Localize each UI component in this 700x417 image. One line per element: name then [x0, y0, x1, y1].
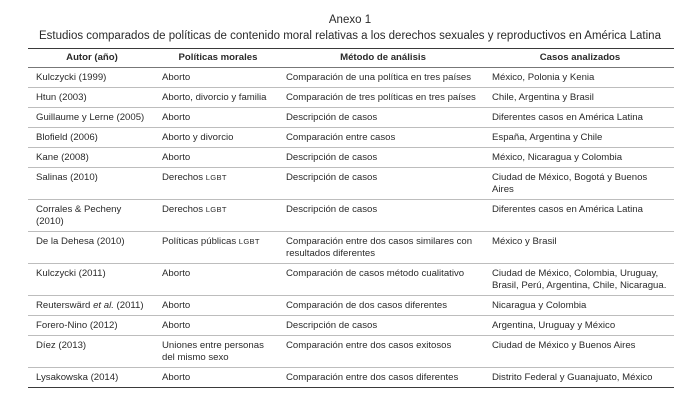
policy-cell: Aborto	[156, 368, 280, 388]
cases-cell: Chile, Argentina y Brasil	[486, 88, 674, 108]
cases-cell: México, Nicaragua y Colombia	[486, 148, 674, 168]
method-cell: Descripción de casos	[280, 148, 486, 168]
header-cases: Casos analizados	[486, 49, 674, 68]
cases-cell: México, Polonia y Kenia	[486, 68, 674, 88]
table-row	[28, 200, 674, 232]
author-cell: Kulczycki (2011)	[28, 264, 156, 296]
table-row	[28, 108, 674, 128]
cases-cell: Argentina, Uruguay y México	[486, 316, 674, 336]
cases-cell: México y Brasil	[486, 232, 674, 264]
author-cell: Blofield (2006)	[28, 128, 156, 148]
author-cell: Corrales & Pecheny (2010)	[28, 200, 156, 232]
policy-tag: LGBT	[205, 173, 227, 182]
header-method: Método de análisis	[280, 49, 486, 68]
method-cell: Descripción de casos	[280, 108, 486, 128]
table-row	[28, 88, 674, 108]
cases-cell: Ciudad de México y Buenos Aires	[486, 336, 674, 368]
policy-cell: Aborto	[156, 296, 280, 316]
method-cell: Descripción de casos	[280, 316, 486, 336]
table-row	[28, 316, 674, 336]
table-row	[28, 128, 674, 148]
policy-cell	[156, 168, 280, 200]
table-row	[28, 168, 674, 200]
author-cell: Salinas (2010)	[28, 168, 156, 200]
policy-cell	[156, 200, 280, 232]
table-row	[28, 368, 674, 388]
policy-text: Políticas públicas	[162, 236, 237, 247]
header-row	[28, 49, 674, 68]
cases-cell: España, Argentina y Chile	[486, 128, 674, 148]
method-cell: Comparación de casos método cualitativo	[280, 264, 486, 296]
author-cell: Guillaume y Lerne (2005)	[28, 108, 156, 128]
policy-cell: Aborto, divorcio y familia	[156, 88, 280, 108]
author-year: (2011)	[116, 300, 144, 311]
author-cell: Lysakowska (2014)	[28, 368, 156, 388]
cases-cell: Diferentes casos en América Latina	[486, 200, 674, 232]
method-cell: Descripción de casos	[280, 168, 486, 200]
policy-cell: Aborto	[156, 108, 280, 128]
cases-cell: Diferentes casos en América Latina	[486, 108, 674, 128]
table-row	[28, 68, 674, 88]
table-row	[28, 336, 674, 368]
table-row	[28, 264, 674, 296]
policy-cell	[156, 232, 280, 264]
policy-text: Derechos	[162, 204, 204, 215]
policy-tag: LGBT	[205, 205, 227, 214]
author-name: Reuterswärd	[36, 300, 91, 311]
method-cell: Comparación de una política en tres países	[280, 68, 486, 88]
table-row	[28, 296, 674, 316]
policy-cell: Aborto	[156, 264, 280, 296]
author-cell: De la Dehesa (2010)	[28, 232, 156, 264]
policy-cell: Aborto	[156, 148, 280, 168]
policy-text: Derechos	[162, 172, 204, 183]
table-row	[28, 232, 674, 264]
method-cell: Comparación entre dos casos similares con resultados diferentes	[280, 232, 486, 264]
author-cell: Kane (2008)	[28, 148, 156, 168]
method-cell: Comparación entre dos casos exitosos	[280, 336, 486, 368]
policy-cell: Aborto	[156, 68, 280, 88]
cases-cell: Nicaragua y Colombia	[486, 296, 674, 316]
annex-label: Anexo 1	[328, 14, 372, 26]
cases-cell: Distrito Federal y Guanajuato, México	[486, 368, 674, 388]
method-cell: Comparación de dos casos diferentes	[280, 296, 486, 316]
policy-cell: Aborto	[156, 316, 280, 336]
author-cell: Kulczycki (1999)	[28, 68, 156, 88]
method-cell: Comparación entre dos casos diferentes	[280, 368, 486, 388]
author-cell: Htun (2003)	[28, 88, 156, 108]
table-title: Estudios comparados de políticas de contenido moral relativas a los derechos sexuales y reproductivos en América Latina	[39, 30, 661, 42]
author-etal: et al.	[93, 300, 114, 311]
header-policy: Políticas morales	[156, 49, 280, 68]
policy-cell: Aborto y divorcio	[156, 128, 280, 148]
author-cell	[28, 296, 156, 316]
method-cell: Comparación entre casos	[280, 128, 486, 148]
table-row	[28, 148, 674, 168]
cases-cell: Ciudad de México, Colombia, Uruguay, Brasil, Perú, Argentina, Chile, Nicaragua.	[486, 264, 674, 296]
header-author: Autor (año)	[28, 49, 156, 68]
author-cell: Díez (2013)	[28, 336, 156, 368]
studies-table	[28, 48, 674, 388]
cases-cell: Ciudad de México, Bogotá y Buenos Aires	[486, 168, 674, 200]
policy-tag: LGBT	[238, 237, 260, 246]
method-cell: Comparación de tres políticas en tres países	[280, 88, 486, 108]
policy-cell: Uniones entre personas del mismo sexo	[156, 336, 280, 368]
method-cell: Descripción de casos	[280, 200, 486, 232]
author-cell: Forero-Nino (2012)	[28, 316, 156, 336]
